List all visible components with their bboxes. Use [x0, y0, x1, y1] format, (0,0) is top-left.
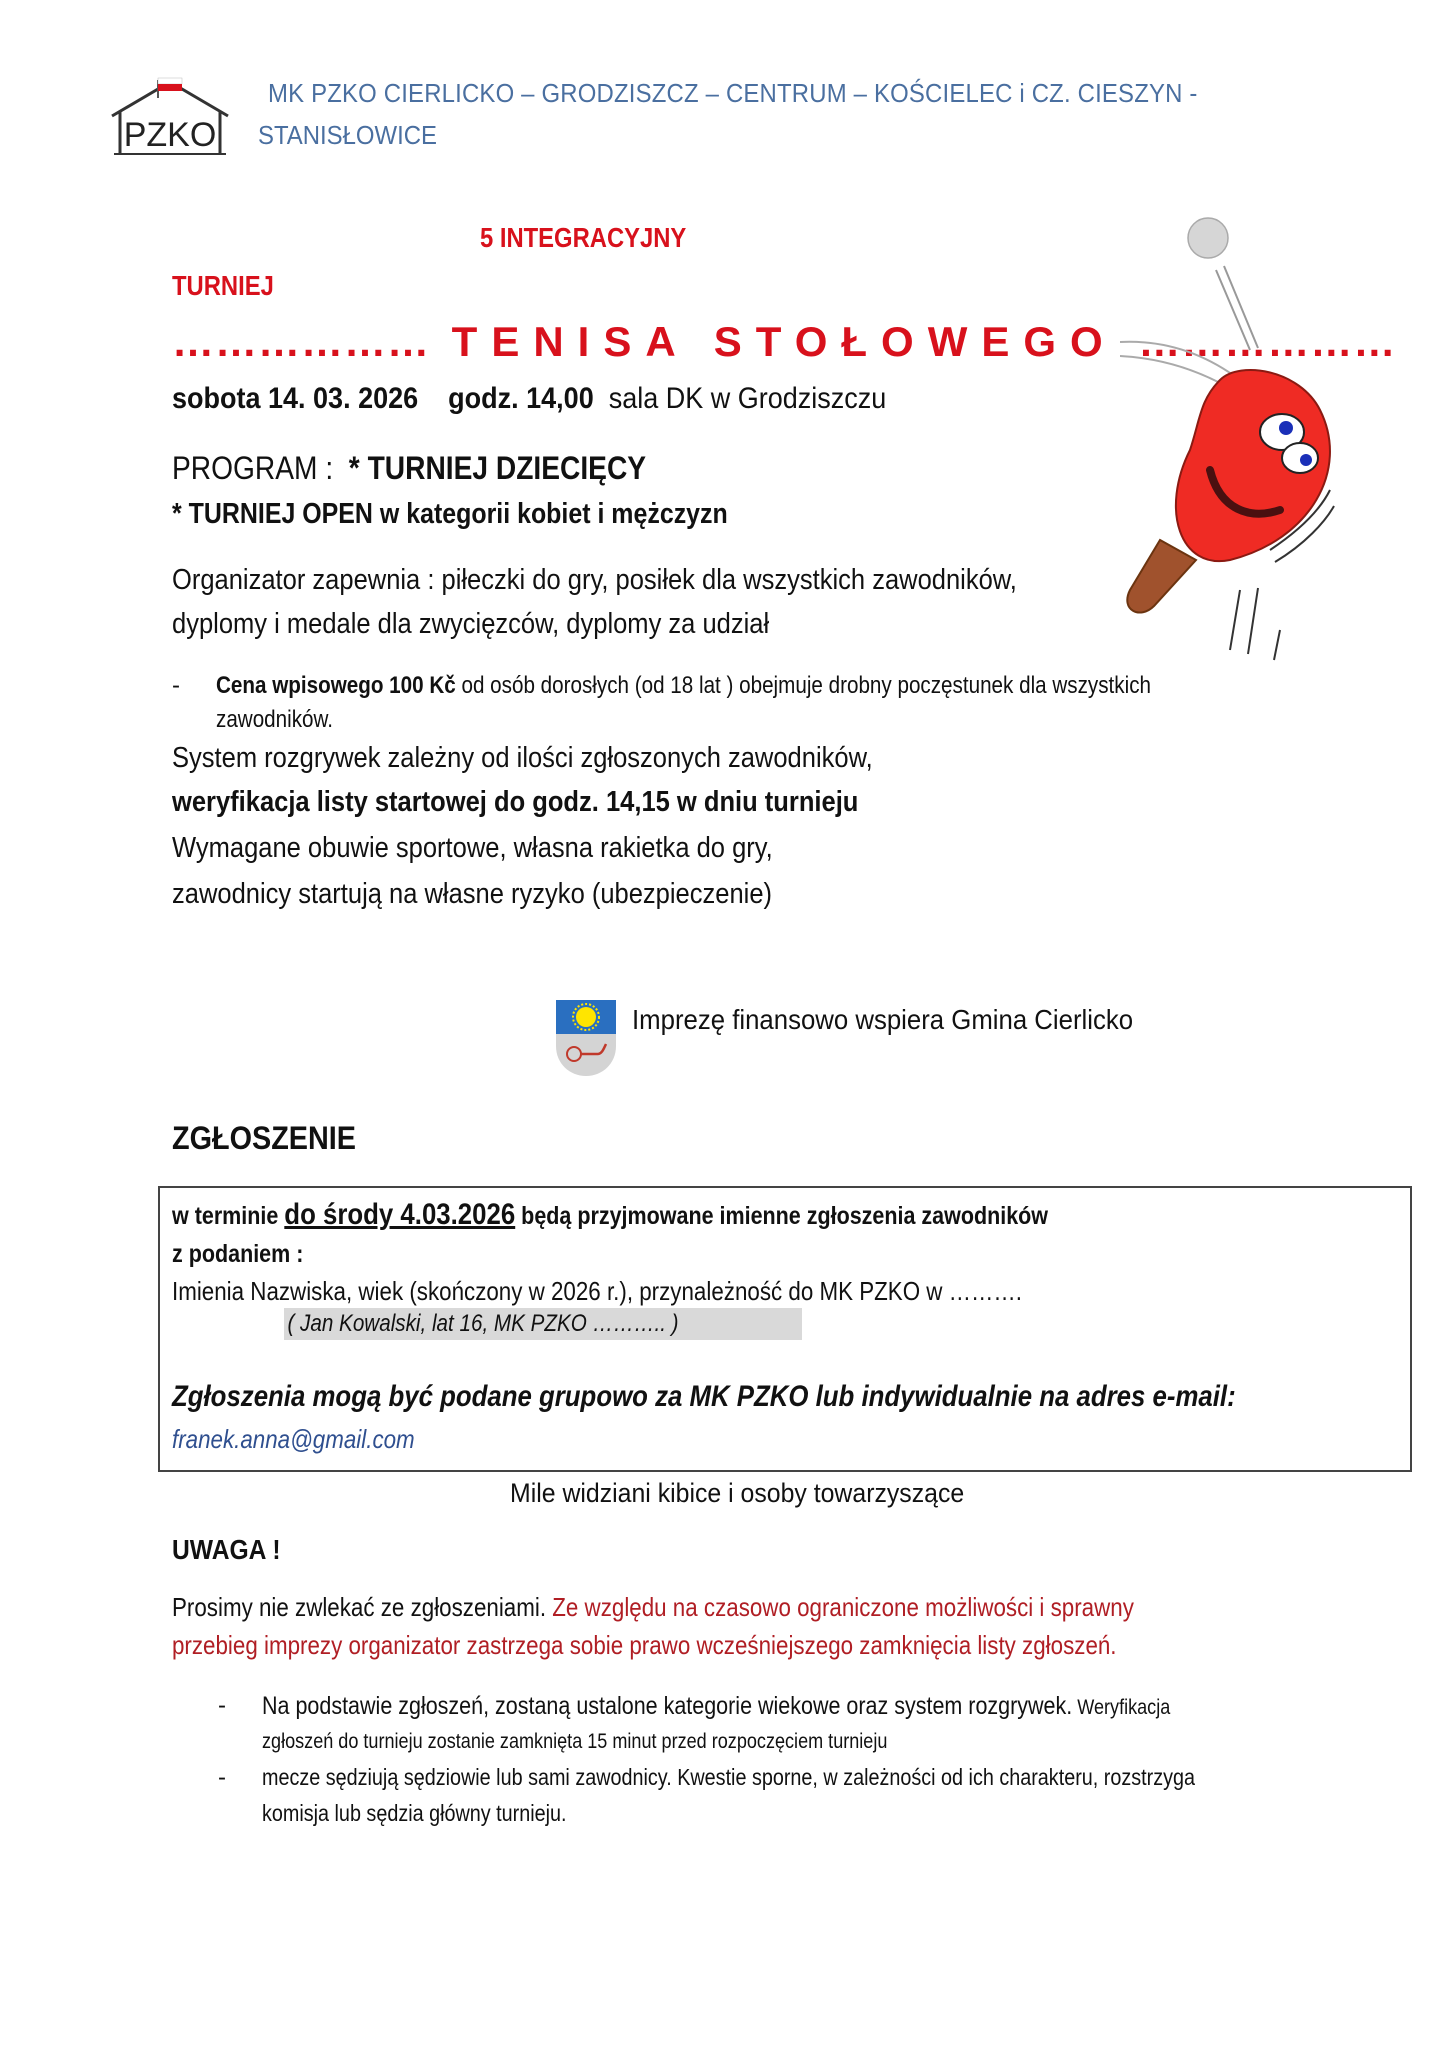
organization-name-line2: STANISŁOWICE	[258, 120, 437, 150]
note1-small-text: Weryfikacja	[1072, 1696, 1171, 1719]
note2-line1: mecze sędziują sędziowie lub sami zawodnicy. Kwestie sporne, w zależności od ich charakteru, rozstrzyga	[262, 1764, 1196, 1790]
note1-line2: zgłoszeń do turnieju zostanie zamknięta 15 minut przed rozpoczęciem turnieju	[262, 1730, 888, 1753]
registration-deadline: do środy 4.03.2026	[284, 1198, 516, 1231]
program-line1	[172, 450, 646, 487]
registration-required-info-label: z podaniem :	[172, 1240, 304, 1268]
registration-example-text: ( Jan Kowalski, lat 16, MK PZKO ……….. )	[287, 1310, 679, 1337]
start-list-verification-text: weryfikacja listy startowej do godz. 14,15 w dniu turnieju	[172, 786, 859, 818]
event-place: sala DK w Grodziszczu	[608, 382, 887, 415]
spectators-welcome-text: Mile widziani kibice i osoby towarzyszące	[510, 1478, 965, 1508]
note2-bullet: -	[218, 1764, 226, 1791]
note2-line2: komisja lub sędzia główny turnieju.	[262, 1800, 567, 1826]
competition-system-text: System rozgrywek zależny od ilości zgłoszonych zawodników,	[172, 742, 873, 774]
event-time: godz. 14,00	[448, 382, 594, 415]
entry-fee-details: od osób dorosłych (od 18 lat ) obejmuje drobny poczęstunek dla wszystkich	[455, 672, 1151, 699]
entry-fee-amount: Cena wpisowego 100 Kč	[216, 672, 456, 699]
registration-heading: ZGŁOSZENIE	[172, 1120, 357, 1156]
note1-main-text: Na podstawie zgłoszeń, zostaną ustalone kategorie wiekowe oraz system rozgrywek.	[262, 1692, 1073, 1720]
registration-required-fields: Imienia Nazwiska, wiek (skończony w 2026 r.), przynależność do MK PZKO w ……….	[172, 1276, 1022, 1306]
organization-name-line1: MK PZKO CIERLICKO – GRODZISZCZ – CENTRUM – KOŚCIELEC i CZ. CIESZYN -	[268, 78, 1198, 108]
event-date-time-place	[172, 382, 886, 416]
notice-please-text: Prosimy nie zwlekać ze zgłoszeniami.	[172, 1592, 553, 1622]
registration-example	[284, 1308, 802, 1340]
sponsor-statement: Imprezę finansowo wspiera Gmina Cierlicko	[632, 1004, 1134, 1035]
notice-warning-text-1: Ze względu na czasowo ograniczone możliwości i sprawny	[552, 1592, 1134, 1622]
tournament-edition: 5 INTEGRACYJNY	[480, 222, 687, 253]
note1-bullet: -	[218, 1692, 226, 1719]
pzko-logo-icon	[108, 76, 232, 158]
equipment-requirements-text: Wymagane obuwie sportowe, własna rakietka do gry,	[172, 832, 773, 864]
fee-bullet: -	[172, 672, 180, 699]
organizer-provides-line2: dyplomy i medale dla zwycięzców, dyplomy za udział	[172, 608, 770, 640]
organizer-provides-line1: Organizator zapewnia : piłeczki do gry, posiłek dla wszystkich zawodników,	[172, 564, 1017, 596]
title-dots-left: ………………	[172, 318, 430, 365]
tournament-title-line1: TURNIEJ	[172, 270, 274, 301]
deadline-prefix: w terminie	[172, 1202, 285, 1230]
gmina-cierlicko-crest-icon	[556, 1000, 616, 1076]
event-date: sobota 14. 03. 2026	[172, 382, 419, 415]
entry-fee-line1	[216, 672, 1151, 700]
ping-pong-paddle-mascot-icon	[1120, 210, 1360, 670]
registration-deadline-line	[172, 1198, 1048, 1232]
registration-email-link[interactable]: franek.anna@gmail.com	[172, 1424, 415, 1454]
svg-text:PZKO: PZKO	[123, 116, 217, 154]
title-dots-right: ………………	[1138, 318, 1397, 365]
title-main-word: TENISA STOŁOWEGO	[451, 318, 1117, 365]
own-risk-text: zawodnicy startują na własne ryzyko (ubezpieczenie)	[172, 878, 773, 910]
program-item-kids: * TURNIEJ DZIECIĘCY	[348, 450, 647, 486]
note1-line1	[262, 1692, 1170, 1721]
notice-warning-text-2: przebieg imprezy organizator zastrzega sobie prawo wcześniejszego zamknięcia listy zgłoszeń.	[172, 1630, 1117, 1660]
deadline-suffix: będą przyjmowane imienne zgłoszenia zawodników	[515, 1202, 1049, 1230]
entry-fee-line2: zawodników.	[216, 706, 334, 733]
notice-heading: UWAGA !	[172, 1534, 281, 1565]
program-label: PROGRAM :	[172, 450, 334, 486]
registration-group-note: Zgłoszenia mogą być podane grupowo za MK PZKO lub indywidualnie na adres e-mail:	[172, 1380, 1236, 1413]
program-item-open: * TURNIEJ OPEN w kategorii kobiet i mężczyzn	[172, 498, 728, 530]
notice-paragraph-line1	[172, 1592, 1134, 1623]
